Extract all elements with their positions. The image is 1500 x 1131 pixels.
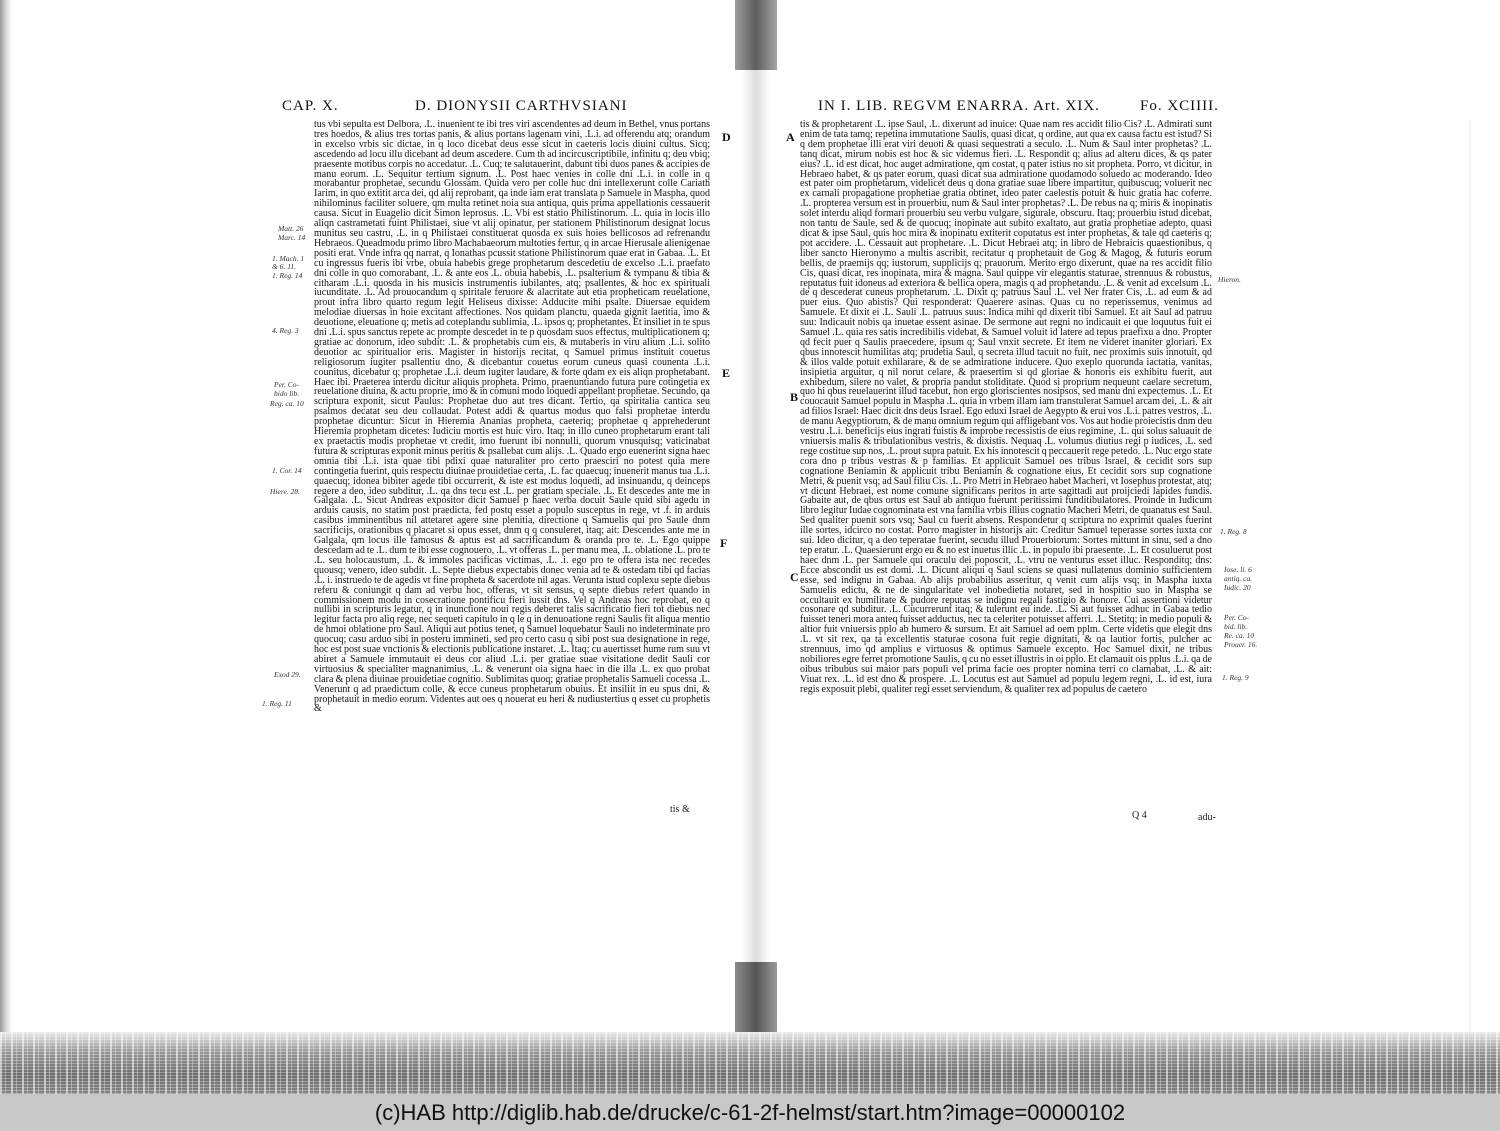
- left-margin-note: Hiere. 28.: [270, 487, 300, 496]
- right-section-mark: B: [790, 390, 799, 404]
- right-margin-note: 1. Reg. 9: [1222, 673, 1249, 682]
- right-margin-note: Hieron.: [1218, 275, 1241, 284]
- left-section-mark: E: [722, 366, 731, 380]
- left-text-column: [314, 120, 710, 806]
- left-catchword: tis &: [670, 804, 690, 815]
- right-margin-note: Prouer. 16.: [1224, 640, 1258, 649]
- left-margin-note: 1. Mach. 1: [272, 254, 305, 263]
- right-margin-note: 1. Reg. 8: [1220, 527, 1247, 536]
- right-section-mark: A: [786, 130, 795, 144]
- right-text-column: [800, 120, 1212, 808]
- right-margin-note: Iudic. 20: [1224, 583, 1251, 592]
- left-margin-note: & 6. 11.: [272, 262, 297, 271]
- right-section-mark: C: [790, 570, 799, 584]
- left-chapter-label: CAP. X.: [282, 98, 339, 114]
- left-margin-note: Reg. ca. 10: [270, 399, 304, 408]
- left-body-text: tus vbi sepulta est Delbora, .L. inuenient te ibi tres viri ascendentes ad deum in Bethel, vnus portans tres hoedos, & alius tres tortas panis, & alius portans lagenam vini, .L.i. ad offerendu atq; orandum in excelso vrbis sic dictae, in q loco dicebat deus esse sicut in caeteris locis diuini cultus. Sicq; ascedendo ad locu illu dicebant ad deum ascedere. Cum th ad incircuscriptibile, infinitu q; deu vbiq; praesente motibus corpis no accedatur. .L. Cuq; te salutauerint, dabunt tibi duos panes & accipies de manu eorum. .L. Sequitur tertium signum. .L. Post haec venies in colle dni .L.i. in colle in q morabantur prophetae, secundu Glossam. Quida vero per colle huc dni intellexerunt colle Cariath Iarim, in quo extitit arca dei, qd alij reprobant, qa inde iam erat translata p Samuele in Maspha, quod nihilominus faciliter soluere, qm multa retinet noia sua antiqua, quis prima appellationis cessauerit causa. Sicut in Euagelio dicit Simon leprosus. .L. Vbi est statio Philistinorum. .L. quia in locis illo aliqn castrametati fuint Philistaei, siue vt alij opinatur, per stationem Philistinorum designat locus munitus seu castru, .L. in q Philistaei constituerat quosda ex suis hoies bellicosos ad refrenandu Hebraeos. Queadmodu primo libro Machabaeorum multoties fertur, q in arcae Hierusale alienigenae positi erat. Vnde infra qq narrat, q Ionathas pcussit statione Philistinorum quae erat in Gabaa. .L. Et cu ingressus fueris ibi vrbe, obuia habebis grege prophetarum descedetiu de excelso .L.i. praefato dni colle in quo comorabant, .L. & ante eos .L. obuia habebis, .L. psalterium & tympanu & tibia & citharam .L.i. quosda in his musicis instrumentis iubilantes, atq; psallentes, & hoc ex spirituali iucunditate. .L. Ad prouocandum q spiritale feruore & alacritate aut etia propheticam reuelatione, prout infra libro quarto regum legit Heliseus dixisse: Adducite mihi psalte. Diuersae equidem melodiae diuersas in hoie excitant affectiones. Nos quidam planctu, quaeda gignit laetitia, imo & deuotione, eleuatione q; metis ad coteplandu sublimia, .L. ipsos q; prophetantes. Et insiliet in te spus dni .L.i. spus sanctus repete ac prompte descedet in te p quosdam suos effectus, multiplicationem q; gratiae ac donorum, ideo subdit: .L. & prophetabis cum eis, & mutaberis in viru alium .L.i. solito deuotior ac spiritualior eris. Magister in historijs recitat, q Samuel primus instituit couetus religiosorum iugiter psallentiu dno, & dicebantur couetus eorum cuneus quasi counenta .L.i. counitus, dicebatur q; prophetae .L.i. deum iugiter laudare, & forte qdam ex eis aliqn prophetabant. Haec ibi. Praeterea interdu dicitur aliquis propheta. Primo, praenuntiando futura pure cotingetia ex reuelatione diuina, & actu proprie, imo & in comuni modo loquedi appellant prophetae. Secundo, qa scriptura exponit, sicut Paulus: Prophetae duo aut tres dicant. Tertio, qa spiritalia cantica seu psalmos decatat seu deu collaudat. Potest addi & quartus modus quo falsi prophetae interdu prophetae dicuntur: Sicut in Hieremia Ananias propheta, caeteriq; prophetae q apprehederunt Hieremia prophetam dicetes: Iudiciu mortis est huic viro. Itaq; in illo cuneo prophetarum erant tali ex praetactis modis prophetae vt credit, imo fuerunt ibi nonnulli, quorum vnusquisq; vaticinabat futura & scripturas exponit minus peritis & psallebat cum alijs. .L. Quado ergo euenerint signa haec omnia tibi .L.i. ista quae tibi pdixi quae naturaliter pro certo praesciri no potest quia mere contingetia fuerint, quis respectu diuinae prouidetiae certa, .L. fac quaecuq; inuenerit manus tua .L.i. quaecuq; idonea bibiter agede tibi occurrerit, & iste est modus loquedi, ad insinuandu, q deinceps regere a deo, ideo subditur, .L. qa dns tecu est .L. per gratiam speciale. .L. Et descedes ante me in Galgala. .L. Sicut Andreas expositor dicit Samuel p haec verba docuit Saule quid sibi agedu in arduis causis, no statim post praedicta, fed postq esset a populo susceptus in rege, vt .f. in arduis casibus imminentibus nil attetaret agere sine plenitia, directione q Samuelis qui pro Saule dnm sacrificijs, orationibus q placaret si opus esset, dnm q q consuleret, itaq; ait: Descendes ante me in Galgala, qm locus ille famosus & aptus est ad sacrificandum & oranda pro te. .L. Ego quippe descedam ad te .L. dum te ibi esse cognouero, .L. vt offeras .L. per manu mea, .L. oblatione .L. pro te .L. seu holocaustum, .L. & immoles pacificas victimas, .L. .i. ego pro te offera ista nec recedes quousq; venero, ideo subdit. .L. Septe diebus expectabis donec venia ad te & ostedam tibi qd facias .L. i. instruedo te de agedis vt fine propheta & sacerdote nil agas. Verunta istud coplexu septe diebus referu & coniungit q dam ad verbu hoc, offeras, vt sit sensus, q septe diebus refert quando in commissionem modu in cosecratione pontificu fieri iussit dns. Vel q Andreas hoc reprobat, eo q nullibi in scripturis legatur, q in inunctione noui regis deberet talis sacrificatio fieri tot diebus nec legitur facta pro aliq rege, nec sequeti capitulo in q le q in denuoatione regni Saulis fit aliqua mentio de hmoi oblatione pro Saul. Aliqui aut potius tenet, q Samuel loquebatur Sauli no indeterminate pro quocuq; casu arduo sibi in posteru immineti, sed pro certo casu q sibi post sua designatione in rege, hoc est post suae vnctionis & electionis publicatione instaret. .L. Itaq; cu auertisset hume rum suu vt abiret a Samuele immutauit ei deus cor aliud .L.i. per gratiae suae visitatione dedit Sauli cor virtuosius & specialiter magnanimius, .L. & venerunt oia signa haec in die illa .L. ex quo probat clara & plena diuinae prouidetiae cognitio. Sublimitas quoq; gratiae prophetalis Samueli cocessa .L. Venerunt q ad praedictum colle, & ecce cuneus prophetarum obuius. Et insiliit in eu spus dni, & prophetauit in medio eorum. Videntes aut oes q nouerat eu heri & nudiustertius q esset cu prophetis &: [314, 120, 710, 715]
- left-margin-note: Per. Co-: [274, 380, 299, 389]
- left-margin-note: 1. Cor. 14: [272, 466, 302, 475]
- right-running-title: IN I. LIB. REGVM ENARRA. Art. XIX.: [818, 98, 1100, 114]
- right-catchword: adu-: [1198, 812, 1216, 823]
- left-margin-note: Matt. 26: [278, 224, 304, 233]
- right-margin-note: bid. lib.: [1224, 622, 1248, 631]
- right-margin-note: antiq. ca.: [1224, 574, 1253, 583]
- left-margin-note: 1. Reg. 14: [272, 271, 303, 280]
- left-margin-note: Marc. 14: [278, 233, 306, 242]
- gutter-tab-bottom: [735, 962, 777, 1037]
- right-margin-note: Re. ca. 10: [1224, 631, 1254, 640]
- right-folio-number: Fo. XCIIII.: [1140, 98, 1219, 114]
- right-margin-note: Per. Co-: [1224, 613, 1249, 622]
- credit-bar: (c)HAB http://diglib.hab.de/drucke/c-61-2f-helmst/start.htm?image=00000102: [0, 1094, 1500, 1131]
- left-margin-note: 4. Reg. 3: [272, 326, 299, 335]
- scanner-noise-strip: [0, 1032, 1500, 1094]
- gutter-tab-top: [735, 0, 777, 70]
- left-running-title: D. DIONYSII CARTHVSIANI: [415, 98, 628, 114]
- left-margin-note: bido lib.: [274, 389, 300, 398]
- left-section-mark: F: [720, 536, 728, 550]
- right-margin-note: Iose. li. 6: [1224, 565, 1252, 574]
- right-body-text: tis & prophetarent .L. ipse Saul, .L. dixerunt ad inuice: Quae nam res accidit filio Cis? .L. Admirati sunt enim de tata tamq; repetina immutatione Saulis, quasi dicat, q ordine, aut qua ex causa factu est istud? Si q dem prophetae illi erat viri deuoti & quasi sequestrati a seculo. .L. Num & Saul inter prophetas? .L. tanq dicat, mirum nobis est hoc & sic videmus fieri. .L. Respondit q; alius ad alteru dices, & qs pater eius? .L. id est dicat, hoc auget admiratione, qm costat, q pater istius no sit propheta. Porro, vt dicitur, in Hebraeo habet, & qs pater eorum, quasi dicat sua admiratione quodamodo soluedo ac moderando. Ideo est pater oim prophetarum, videlicet deus q dona gratiae suae libere impartitur, quibuscuq; voluerit nec ex carnali propagatione prophetiae gratia obtinet, ideo pater caelestis potuit & huic gratia hac coferre. .L. propterea versum est in prouerbiu, num & Saul inter prophetas? .L. De rebus na q; miris & inopinatis solet interdu aliqd formari prouerbiu seu verbu vulgare, sigurale, obscuru. Itaq; prouerbiu istud dicebat, non tantu de Saule, sed & de quocuq; inopinate aut subito exaltato, aut gratia prophetiae adepto, quasi dicat & ipse Saul, quis hoc mira & inopinatu extiterit coputatus est inter prophetas, & tale qd caeteris q; pot accidere. .L. Cessauit aut prophetare. .L. Dicut Hebraei atq; in libro de Hebraicis quaestionibus, q liber sancto Hieronymo a multis ascribit, recitatur q prophetauit de Gog & Magog, & futuris eorum bellis, de praemijs qq; iustorum, supplicijs q; prauorum. Merito ergo dixerunt, quae na res accidit filio Cis, quasi dicat, res inopinata, mira & magna. Saul quippe vir elegantis staturae, strennuus & robustus, reputatus fuit idoneus ad exteriora & bellica opera, magis q ad prophetandu. .L. & venit ad excelsum .L. de q descederat cuneus prophetarum. .L. Dixit q; patruus Saul .L. vel Ner frater Cis, .L. ad eum & ad puer eius. Quo abistis? Qui responderat: Quaerere asinas. Quas cu no reperissemus, venimus ad Samuele. Et dixit ei .L. Sauli .L. patruus suus: Indica mihi qd dixerit tibi Samuel. Et ait Saul ad patruu suu: Indicauit nobis qa inuetae essent asinae. De sermone aut regni no indicauit ei que loquutus fuit ei Samuel .L. quia res satis incredibilis videbat, & Samuel voluit id latere ad tepus praefixu a dno. Propter qd fecit puer q Saulis praecedere, ipsum q; Saul vnxit secrete. Et item ne videret inaniter gloriari. Ex qbus innotescit humilitas atq; prudetia Saul, q secreta illud tacuit no fuit, nec proximis suis innotuit, qd & illos valde potuit exhilarare, & de se admiratione inducere. Quo exeplo quorunda iactatia, vanitas, insipietia arguitur, q nil norut celare, & praesertim si qd gloriae & honoris eis exhibitu fuerit, aut exhibedum, silere no valet, & propria pandut stoliditate. Quod si proprium nequeunt caelare secretum, quo hi qbus reuelauerint illud tacebut, non ergo gloriscientes nosipsos, sed manu dni expectemus. .L. Et couocauit Samuel populu in Maspha .L. quia in vrbem illam iam transtulerat Samuel arcam dei, .L. & ait ad filios Israel: Haec dicit dns deus Israel. Ego eduxi Israel de Aegypto & erui vos .L.i. patres vestros, .L. de manu Aegyptiorum, & de manu omnium regum qui affligebant vos. Vos aut hodie proiecistis dnm deu vestru .L.i. beneficijs eius ingrati fuistis & improbe recessistis de eius regimine, .L. qui solus saluauit de vniuersis malis & tribulationibus vestris, & dixistis. Nequaq .L. volumus diutius regi p iudices, .L. sed rege costitue sup nos, .L. prout supra patuit. Ex his innotescit q peccauerit rege petedo. .L. Nuc ergo state cora dno p tribus vestras & p familias. Et applicuit Samuel oes tribus Israel, & cecidit sors sup cognatione Beniamin & applicuit tribu Beniamin & cognatione eius, Et cecidit sors sup cognatione Metri, & puenit vsq; ad Saul filiu Cis. .L. Pro Metri in Hebraeo habet Macheri, vt Iosephus protestat, atq; vt dicunt Hebraei, est nome comune significans peritos in arte sagittadi aut proijciedi lapides fundis. Gabaite aut, de qbus ortus est Saul ab antiquo fuerunt peritissimi funditibulatores. Proinde in Iudicum libro legitur Iudae cognominata est vna familia vrbis illius cognatio Macheri Metri, de quanatus est Saul. Sed qualiter puenit sors vsq; Saul cu fuerit absens. Respondetur q scriptura no exprimit quales fuerint ille sortes, idcirco no costat. Porro magister in historijs ait: Creditur Samuel teperasse sortes iuxta cor sui. Ideo dicitur, q a deo teperatae fuerint, secudu illud Prouerbiorum: Sortes mittunt in sinu, sed a dno tep eratur. .L. Quaesierunt ergo eu & no est inuetus illic .L. in populo ibi praesente. .L. Et cosuluerut post haec dnm .L. per Samuele qui oraculu dei poposcit, .L. vtru ne venturus esset illuc. Responditq; dns: Ecce abscondit us est domi. .L. Dicunt aliqui q Saul sciens se quasi nullatenus dominio sufficientem esse, sed indignu in Gabaa. Ab alijs probabilius asseritur, q venit cum alijs vsq; in Maspha iuxta Samuelis edictu, & ne de singularitate vel inobedietia notaret, sed in hospitio suo in Maspha se occultauit ex humilitate & pudore reputas se indignu regali fastigio & honore. Cui assertioni videtur cosonare qd subditur. .L. Cucurrerunt itaq; & tulerunt eu inde. .L. Si aut fuisset adhuc in Gabaa tedio fuisset teneri mora anteq fuisset adductus, nec ta celeriter potuisset afferri. .L. Stetitq; in medio populi & altior fuit vniuersis pplo ab humero & sursum. Et ait Samuel ad oem pplm. Certe videtis que elegit dns .L. vt sit rex, qa ta excellentis staturae cosona fuit regie dignitati, & qa lautior fortis, pulcher ac strennuus, imo qd amplius e virtuosus & optimus Samuele excepto. Hoc Samuel dixit, ne tribus nobiliores egre ferret promotione Saulis, q cu no esset illustris in oi pplo. Et clamauit ois pplus .L.i. qa de oibus tribubus sui maior pars populi vel prima facie oes propter nomina terri co clamabat, .L. & ait: Viuat rex. .L. id est dno & prospere. .L. Locutus est aut Samuel ad populu legem regni, .L. id est, iura regis exposuit plebi, qualiter regi esset serviendum, & qualiter rex ad populus de caetero: [800, 120, 1212, 695]
- left-section-mark: D: [722, 130, 731, 144]
- left-margin-note: 1. Reg. 11: [262, 699, 292, 708]
- right-signature-mark: Q 4: [1132, 810, 1147, 821]
- left-margin-note: Exod 29.: [274, 670, 301, 679]
